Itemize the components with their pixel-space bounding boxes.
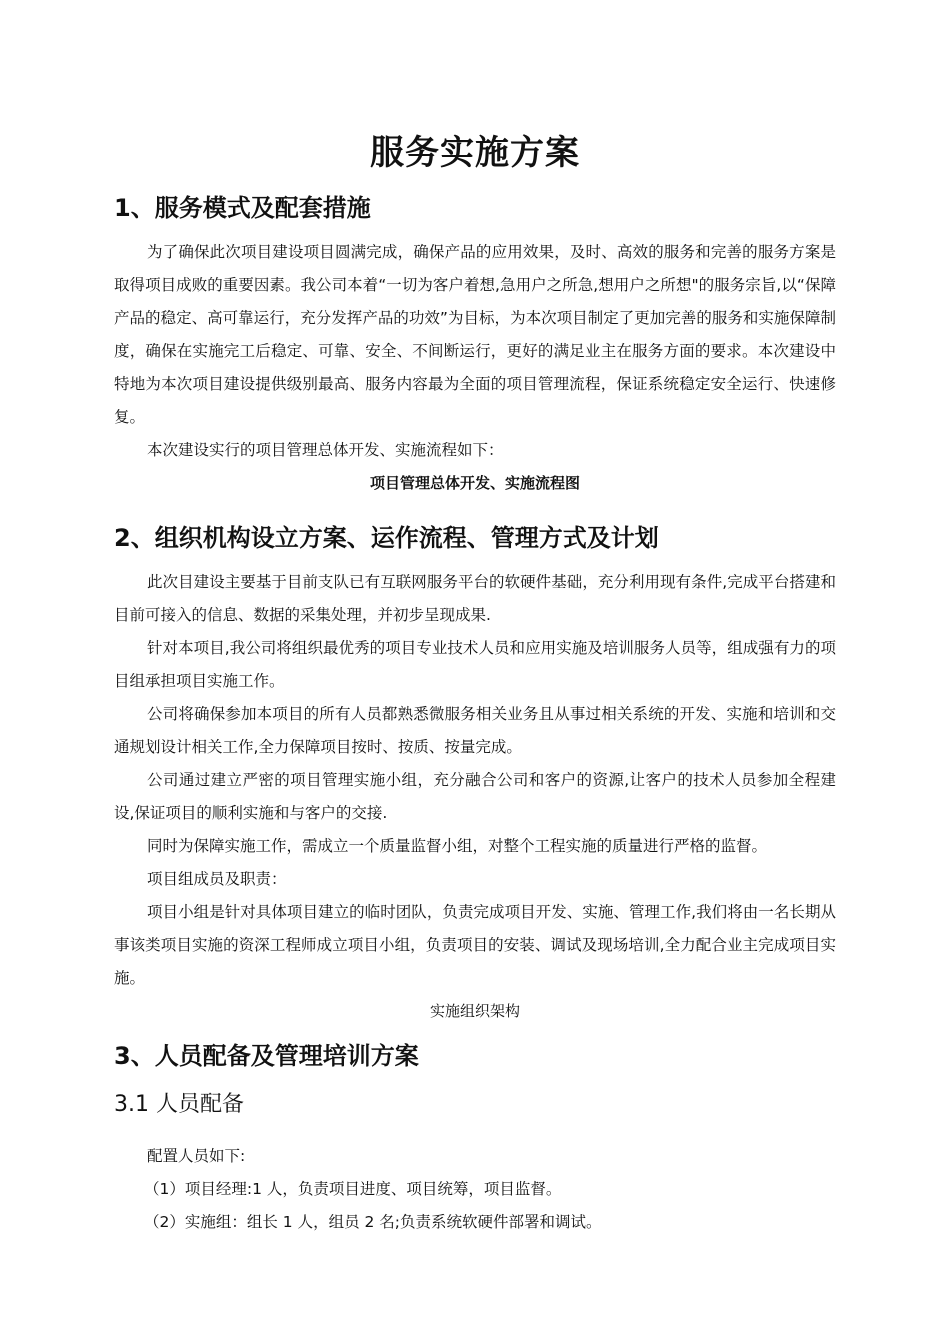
section-3-intro: 配置人员如下: bbox=[147, 1147, 246, 1165]
section-1-figure-caption: 项目管理总体开发、实施流程图 bbox=[369, 474, 580, 492]
section-2-paragraph-7: 项目小组是针对具体项目建立的临时团队，负责完成项目开发、实施、管理工作,我们将由一名长期从事该类项目实施的资深工程师成立项目小组，负责项目的安装、调试及现场培训,全力配合业主完成项目实施。 bbox=[114, 903, 836, 987]
staff-list-item-2: （2）实施组：组长 1 人，组员 2 名;负责系统软硬件部署和调试。 bbox=[144, 1213, 602, 1231]
section-2-heading: 2、组织机构设立方案、运作流程、管理方式及计划 bbox=[114, 524, 659, 552]
document-title: 服务实施方案 bbox=[370, 133, 580, 173]
section-2-paragraph-3: 公司将确保参加本项目的所有人员都熟悉微服务相关业务且从事过相关系统的开发、实施和培训和交通规划设计相关工作,全力保障项目按时、按质、按量完成。 bbox=[114, 705, 836, 756]
spacer bbox=[114, 1132, 836, 1140]
section-3-heading: 3、人员配备及管理培训方案 bbox=[114, 1042, 419, 1070]
section-2-paragraph-4: 公司通过建立严密的项目管理实施小组，充分融合公司和客户的资源,让客户的技术人员参加全程建设,保证项目的顺利实施和与客户的交接. bbox=[114, 771, 836, 822]
section-2-paragraph-5: 同时为保障实施工作，需成立一个质量监督小组，对整个工程实施的质量进行严格的监督。 bbox=[147, 837, 768, 855]
section-2-figure-caption: 实施组织架构 bbox=[429, 1002, 520, 1020]
section-1-paragraph-1: 为了确保此次项目建设项目圆满完成，确保产品的应用效果，及时、高效的服务和完善的服务方案是取得项目成败的重要因素。我公司本着“一切为客户着想,急用户之所急,想用户之所想"的服务宗旨,以“保障产品的稳定、高可靠运行，充分发挥产品的功效”为目标，为本次项目制定了更加完善的服务和实施保障制度，确保在实施完工后稳定、可靠、安全、不间断运行，更好的满足业主在服务方面的要求。本次建设中特地为本次项目建设提供级别最高、服务内容最为全面的项目管理流程，保证系统稳定安全运行、快速修复。 bbox=[114, 243, 836, 426]
section-2-paragraph-6: 项目组成员及职责： bbox=[147, 870, 287, 888]
staff-list-item-1: （1）项目经理:1 人，负责项目进度、项目统筹，项目监督。 bbox=[144, 1180, 562, 1198]
section-2-paragraph-2: 针对本项目,我公司将组织最优秀的项目专业技术人员和应用实施及培训服务人员等，组成强有力的项目组承担项目实施工作。 bbox=[114, 639, 836, 690]
section-3-1-subheading: 3.1 人员配备 bbox=[114, 1092, 244, 1117]
section-2-paragraph-1: 此次目建设主要基于目前支队已有互联网服务平台的软硬件基础，充分利用现有条件,完成平台搭建和目前可接入的信息、数据的采集处理，并初步呈现成果. bbox=[114, 573, 836, 624]
section-1-paragraph-2: 本次建设实行的项目管理总体开发、实施流程如下： bbox=[147, 441, 504, 459]
document-body bbox=[114, 120, 836, 1239]
section-1-heading: 1、服务模式及配套措施 bbox=[114, 194, 371, 222]
